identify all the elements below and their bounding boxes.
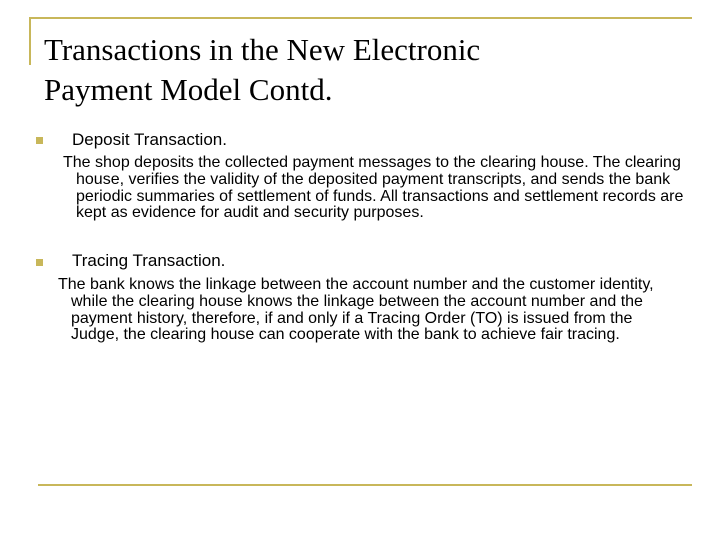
bottom-border-rule	[38, 484, 692, 486]
square-bullet-icon	[36, 137, 43, 144]
deposit-transaction-heading: Deposit Transaction.	[72, 130, 227, 149]
slide-title-line-2: Payment Model Contd.	[44, 72, 333, 107]
tracing-transaction-heading	[72, 251, 225, 271]
left-border-rule	[29, 17, 31, 65]
tracing-transaction-heading-period: .	[220, 251, 226, 270]
slide-title	[44, 30, 684, 110]
square-bullet-icon	[36, 259, 43, 266]
slide-title-line-1: Transactions in the New Electronic	[44, 32, 481, 67]
tracing-transaction-heading-text: Tracing Transaction	[72, 251, 221, 270]
tracing-transaction-body: The bank knows the linkage between the account number and the customer identity, while the clearing house knows the linkage between the account number and the payment history, therefore, if and only if a Tracing Order (TO) is issued from the Judge, the clearing house can cooperate with the bank to achieve fair tracing.	[58, 276, 654, 344]
top-border-rule	[30, 17, 692, 19]
deposit-transaction-body: The shop deposits the collected payment messages to the clearing house. The clearing house, verifies the validity of the deposited payment transcripts, and sends the bank periodic summaries of settlement of funds. All transactions and settlement records are kept as evidence for audit and security purposes.	[63, 154, 684, 222]
